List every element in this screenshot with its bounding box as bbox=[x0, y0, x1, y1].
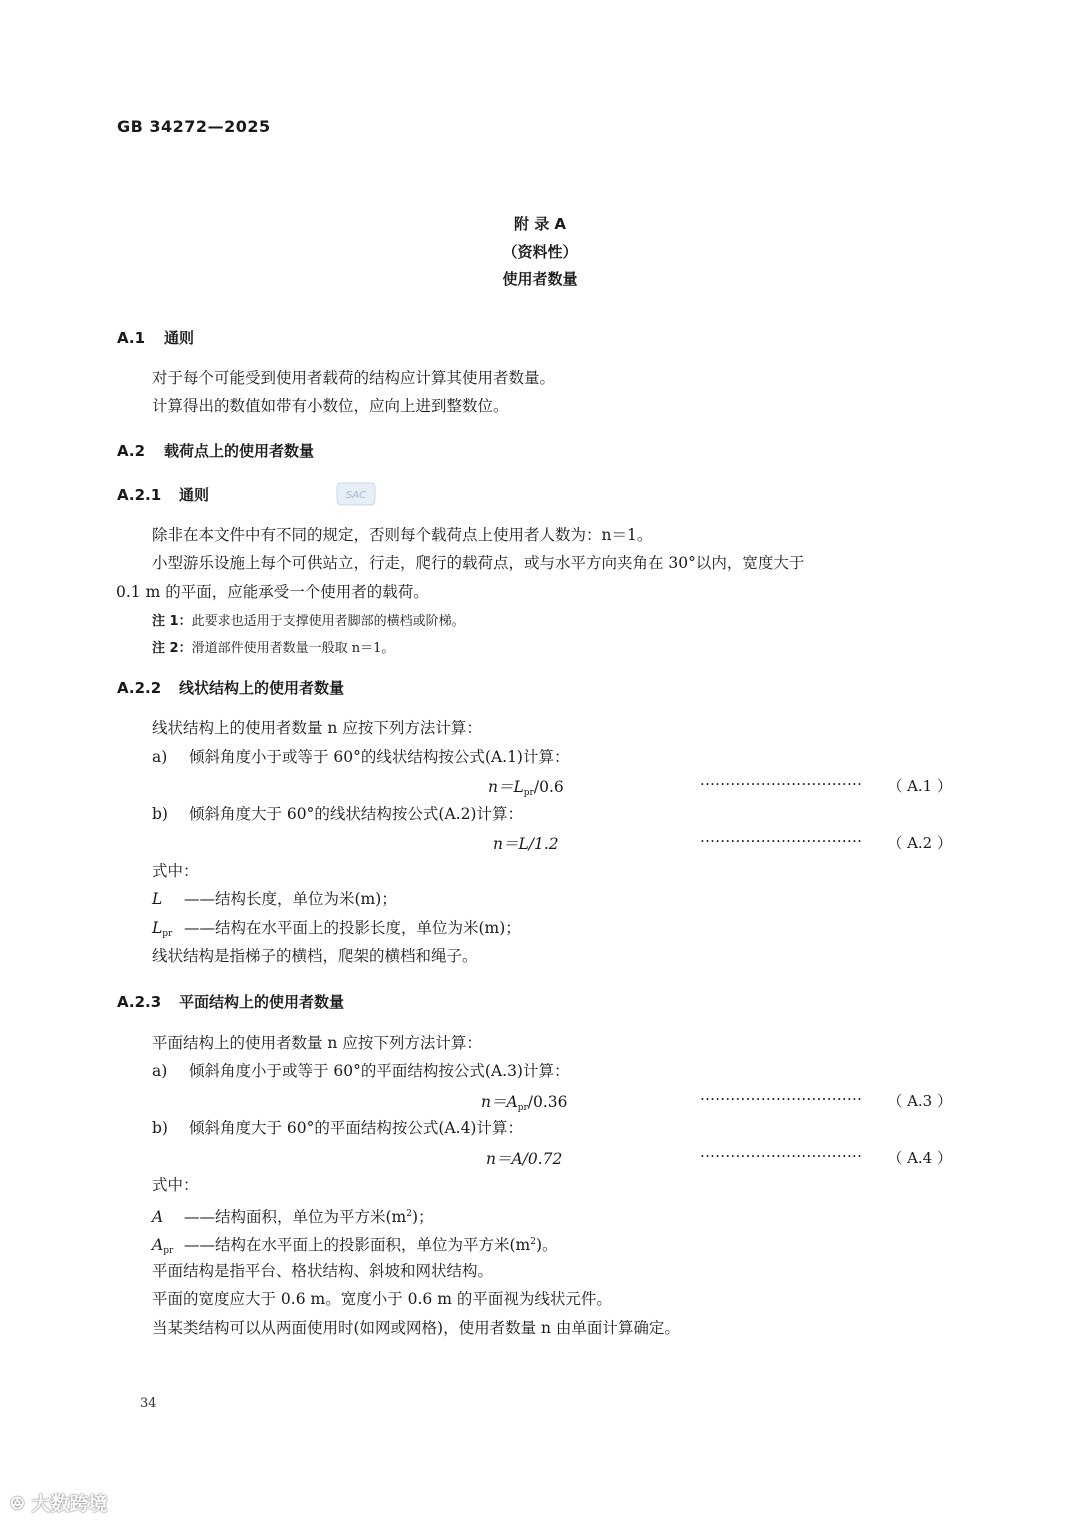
appendix-subject: 使用者数量 bbox=[502, 270, 578, 288]
page-number: 34 bbox=[140, 1396, 157, 1411]
watermark-icon: ꔮ bbox=[10, 1493, 32, 1515]
symbol-definition: L ——结构长度，单位为米(m)； bbox=[152, 890, 397, 908]
list-text: 倾斜角度大于 60°的平面结构按公式(A.4)计算： bbox=[189, 1119, 523, 1137]
equation-ref-a1: ································ （ A.1 ） bbox=[700, 775, 952, 795]
heading-a22 bbox=[117, 677, 344, 698]
list-item-a bbox=[152, 747, 569, 767]
symbol-definition: A ——结构面积，单位为平方米$(m^2)$； bbox=[152, 1208, 434, 1226]
list-tag: a) bbox=[152, 1062, 168, 1080]
paragraph: 小型游乐设施上每个可供站立，行走，爬行的载荷点，或与水平方向夹角在 30°以内，宽度大于 bbox=[152, 554, 805, 572]
note-text: 此要求也适用于支撑使用者脚部的横档或阶梯。 bbox=[191, 614, 465, 629]
paragraph: 0.1 m 的平面，应能承受一个使用者的载荷。 bbox=[116, 583, 429, 601]
formula-a4: n＝A/0.72 bbox=[486, 1150, 563, 1168]
list-tag: b) bbox=[152, 805, 168, 823]
heading-number: A.2.2 bbox=[117, 679, 162, 697]
heading-number: A.2.1 bbox=[117, 486, 162, 504]
heading-a23 bbox=[117, 991, 344, 1012]
heading-number: A.1 bbox=[117, 329, 146, 347]
appendix-nature: （资料性） bbox=[502, 243, 578, 261]
note-1 bbox=[152, 610, 465, 629]
watermark: ꔮ 大数跨境 bbox=[10, 1493, 108, 1515]
svg-text:SAC: SAC bbox=[345, 490, 367, 501]
list-tag: b) bbox=[152, 1119, 168, 1137]
heading-a1 bbox=[117, 327, 194, 348]
list-text: 倾斜角度大于 60°的线状结构按公式(A.2)计算： bbox=[189, 805, 523, 823]
appendix-title: 附 录 A bbox=[513, 215, 567, 233]
paragraph: 线状结构上的使用者数量 n 应按下列方法计算： bbox=[152, 719, 482, 737]
where-label: 式中： bbox=[152, 862, 199, 880]
formula-a3: $n=A_{pr}/0.36$ bbox=[481, 1093, 568, 1113]
heading-a21 bbox=[117, 484, 209, 505]
list-text: 倾斜角度小于或等于 60°的线状结构按公式(A.1)计算： bbox=[189, 748, 570, 766]
formula-a2: n＝L/1.2 bbox=[493, 835, 559, 853]
heading-text: 通则 bbox=[164, 329, 195, 347]
list-item-b bbox=[152, 804, 523, 824]
note-2 bbox=[152, 637, 394, 656]
list-item-a bbox=[152, 1061, 569, 1081]
paragraph: 平面结构是指平台、格状结构、斜坡和网状结构。 bbox=[152, 1262, 494, 1280]
paragraph: 线状结构是指梯子的横档，爬架的横档和绳子。 bbox=[152, 947, 478, 965]
list-tag: a) bbox=[152, 748, 168, 766]
equation-ref-a4: ································ （ A.4 ） bbox=[700, 1147, 952, 1167]
equation-ref-a3: ································ （ A.3 ） bbox=[700, 1090, 952, 1110]
heading-text: 通则 bbox=[179, 486, 210, 504]
note-text: 滑道部件使用者数量一般取 n＝1。 bbox=[191, 641, 395, 656]
where-label: 式中： bbox=[152, 1176, 199, 1194]
paragraph: 平面结构上的使用者数量 n 应按下列方法计算： bbox=[152, 1034, 482, 1052]
heading-number: A.2 bbox=[117, 442, 146, 460]
heading-text: 载荷点上的使用者数量 bbox=[164, 442, 315, 460]
note-label: 注 2： bbox=[152, 641, 192, 656]
list-item-b bbox=[152, 1118, 523, 1138]
list-text: 倾斜角度小于或等于 60°的平面结构按公式(A.3)计算： bbox=[189, 1062, 570, 1080]
equation-ref-a2: ································ （ A.2 ） bbox=[700, 832, 952, 852]
paragraph: 计算得出的数值如带有小数位，应向上进到整数位。 bbox=[152, 397, 509, 415]
heading-a2 bbox=[117, 440, 314, 461]
note-label: 注 1： bbox=[152, 614, 192, 629]
heading-text: 平面结构上的使用者数量 bbox=[179, 993, 345, 1011]
paragraph: 当某类结构可以从两面使用时(如网或网格)，使用者数量 n 由单面计算确定。 bbox=[152, 1319, 680, 1337]
formula-a1: $n=L_{pr}/0.6$ bbox=[488, 778, 564, 798]
symbol-definition: $L_{pr}$ ——结构在水平面上的投影长度，单位为米(m)； bbox=[152, 919, 521, 939]
sac-logo bbox=[336, 482, 376, 506]
symbol-definition: $A_{pr}$ ——结构在水平面上的投影面积，单位为平方米$(m^2)$。 bbox=[152, 1236, 558, 1256]
paragraph: 对于每个可能受到使用者载荷的结构应计算其使用者数量。 bbox=[152, 369, 556, 387]
heading-number: A.2.3 bbox=[117, 993, 162, 1011]
paragraph: 除非在本文件中有不同的规定，否则每个载荷点上使用者人数为：n＝1。 bbox=[152, 526, 653, 544]
heading-text: 线状结构上的使用者数量 bbox=[179, 679, 345, 697]
document-code: GB 34272—2025 bbox=[117, 117, 271, 136]
paragraph: 平面的宽度应大于 0.6 m。宽度小于 0.6 m 的平面视为线状元件。 bbox=[152, 1290, 612, 1308]
